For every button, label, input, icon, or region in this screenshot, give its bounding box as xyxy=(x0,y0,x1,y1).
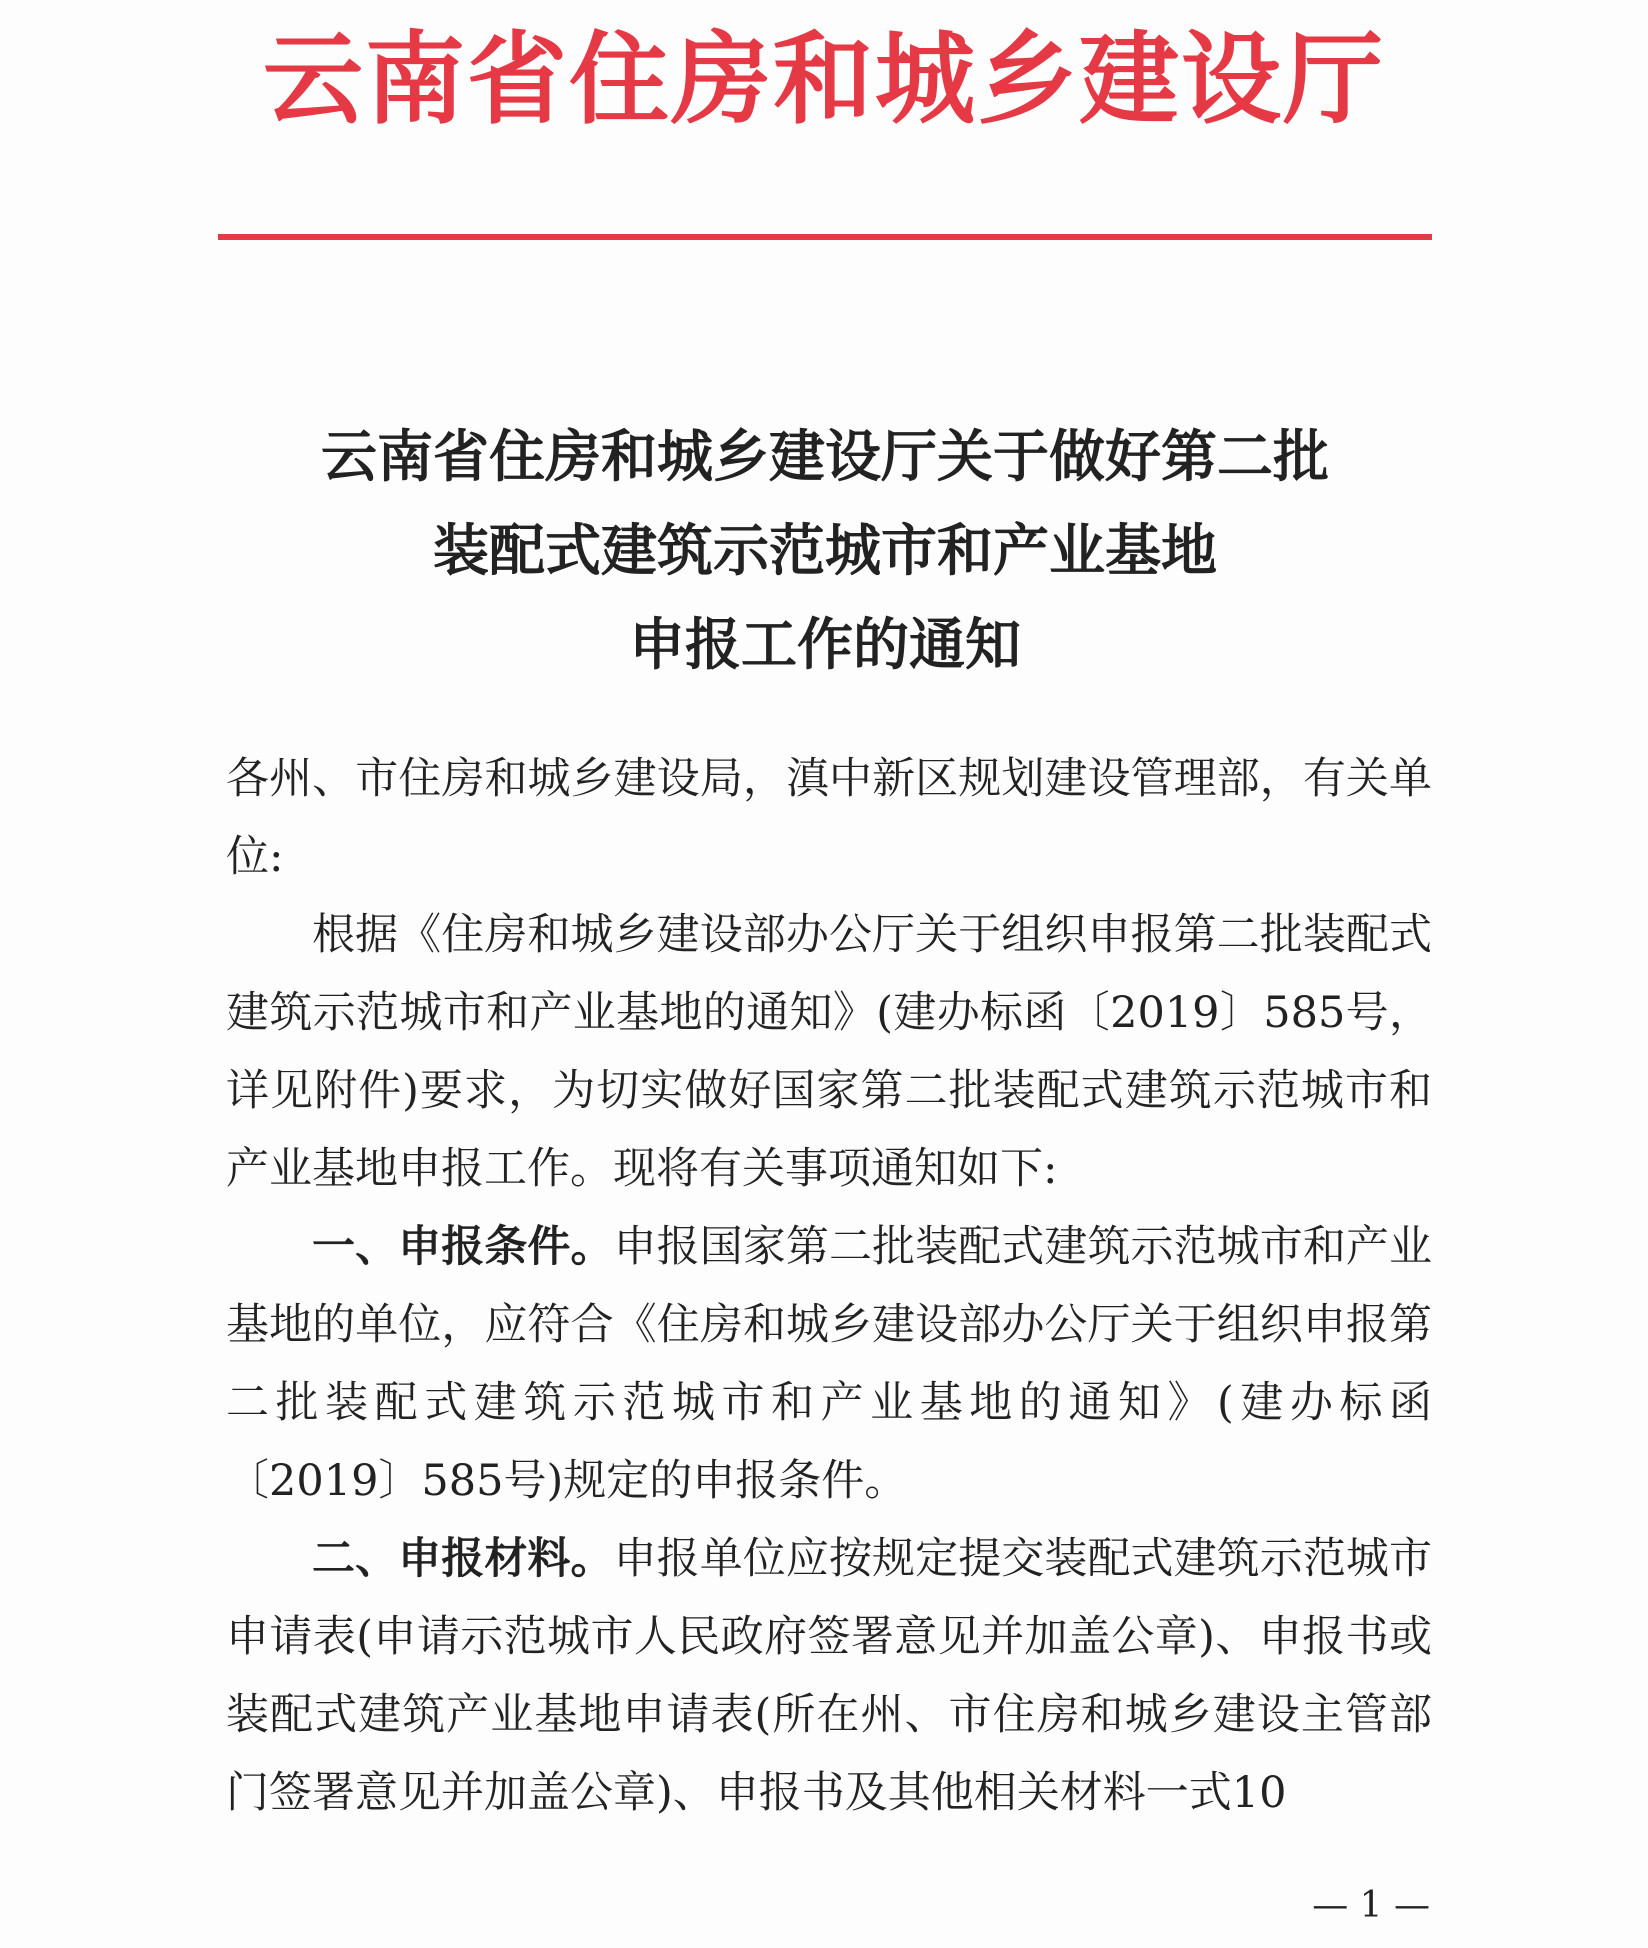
section-2-text: 申报单位应按规定提交装配式建筑示范城市申请表(申请示范城市人民政府签署意见并加盖公章)、申报书或装配式建筑产业基地申请表(所在州、市住房和城乡建设主管部门签署意见并加盖公章)、申报书及其他相关材料一式10 xyxy=(226,1534,1433,1818)
section-2-paragraph xyxy=(226,1520,1432,1832)
section-1-heading: 一、申报条件。 xyxy=(312,1222,614,1272)
red-header-rule xyxy=(218,234,1432,240)
addressee: 各州、市住房和城乡建设局，滇中新区规划建设管理部，有关单位: xyxy=(226,754,1432,882)
issuing-authority-header: 云南省住房和城乡建设厅 xyxy=(263,20,1385,138)
document-title-line-3: 申报工作的通知 xyxy=(629,612,1021,678)
document-title-line-2: 装配式建筑示范城市和产业基地 xyxy=(433,518,1217,584)
section-1-text: 申报国家第二批装配式建筑示范城市和产业基地的单位，应符合《住房和城乡建设部办公厅关于组织申报第二批装配式建筑示范城市和产业基地的通知》(建办标函〔2019〕585号)规定的申报条件。 xyxy=(226,1222,1433,1506)
section-2-heading: 二、申报材料。 xyxy=(312,1534,614,1584)
document-body xyxy=(226,740,1432,1832)
section-1-paragraph xyxy=(226,1208,1432,1520)
document-title xyxy=(180,410,1470,692)
document-title-line-1: 云南省住房和城乡建设厅关于做好第二批 xyxy=(321,424,1329,490)
intro-paragraph: 根据《住房和城乡建设部办公厅关于组织申报第二批装配式建筑示范城市和产业基地的通知》(建办标函〔2019〕585号，详见附件)要求，为切实做好国家第二批装配式建筑示范城市和产业基地申报工作。现将有关事项通知如下: xyxy=(226,910,1432,1194)
page-number: — 1 — xyxy=(1312,1885,1430,1926)
